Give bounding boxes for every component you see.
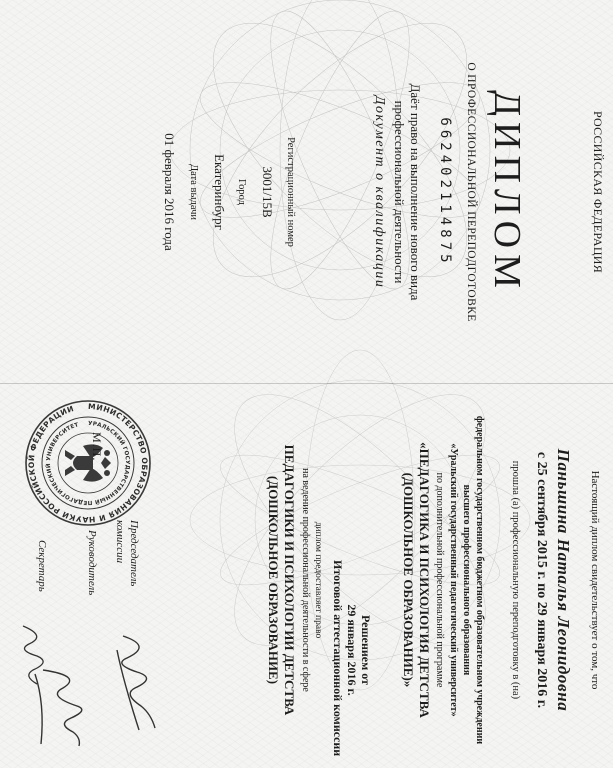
institution-line-1: федеральном государственном бюджетном образовательном учреждении	[474, 415, 485, 745]
seal-outer-text: МИНИСТЕРСТВО ОБРАЗОВАНИЯ И НАУКИ РОССИЙСКОЙ ФЕДЕРАЦИИ	[26, 401, 150, 525]
commission-chair-label: Председатель	[128, 520, 140, 587]
decision-line-1: Решением от	[359, 614, 373, 686]
decision-date: 29 января 2016 г.	[345, 604, 359, 696]
issue-date-label: Дата выдачи	[188, 163, 199, 221]
specialty-line-2: (ДОШКОЛЬНОЕ ОБРАЗОВАНИЕ)	[266, 475, 281, 685]
qualification-document-label: Документ о квалификации	[372, 95, 387, 289]
official-seal-icon	[23, 398, 153, 528]
institution-line-2: высшего профессионального образования	[461, 484, 472, 676]
training-period: с 25 сентября 2015 г. по 29 января 2016 г.	[534, 451, 549, 709]
city-value: Екатеринбург	[212, 154, 227, 230]
secretary-label: Секретарь	[36, 540, 48, 592]
issue-date-value: 01 февраля 2016 года	[162, 133, 177, 251]
decision-commission: Итоговой аттестационной комиссии	[331, 560, 345, 757]
registration-number-label: Регистрационный номер	[285, 137, 296, 247]
rights-line-2: профессиональной деятельности	[392, 100, 407, 284]
certifies-text: Настоящий диплом свидетельствует о том, что	[589, 470, 601, 690]
holder-name: Паньшина Наталья Леонидовна	[554, 448, 573, 712]
city-label: Город	[236, 179, 247, 205]
secretary-signature-icon	[3, 620, 53, 690]
document-subtitle: О ПРОФЕССИОНАЛЬНОЙ ПЕРЕПОДГОТОВКЕ	[465, 62, 477, 322]
serial-number: 662402114875	[437, 117, 453, 267]
program-title-line-1: «ПЕДАГОГИКА И ПСИХОЛОГИЯ ДЕТСТВА	[417, 442, 432, 718]
document-title: ДИПЛОМ	[486, 90, 528, 294]
institution-line-3: «Уральский государственный педагогический университет»	[448, 443, 459, 717]
chair-signature-icon	[103, 630, 163, 740]
rights-line-1: Даёт право на выполнение нового вида	[408, 83, 423, 301]
eagle-emblem-icon	[65, 444, 111, 481]
diploma-grants-text: диплом предоставляет право	[313, 521, 323, 639]
country-name: РОССИЙСКАЯ ФЕДЕРАЦИЯ	[591, 110, 605, 274]
specialty-line-1: ПЕДАГОГИКИ И ПСИХОЛОГИИ ДЕТСТВА	[282, 444, 297, 716]
commission-chair-label-2: комиссии	[114, 520, 126, 564]
seal-inner-text: УРАЛЬСКИЙ ГОСУДАРСТВЕННЫЙ ПЕДАГОГИЧЕСКИЙ УНИВЕРСИТЕТ	[45, 420, 131, 506]
passed-training-text: прошла (а) профессиональную переподготовку в (на)	[510, 460, 521, 700]
activity-field-text: на ведение профессиональной деятельности в сфере	[300, 468, 311, 692]
stamp-placement-mark: М.П.	[90, 432, 104, 462]
program-title-line-2: (ДОШКОЛЬНОЕ ОБРАЗОВАНИЕ)»	[401, 472, 416, 688]
registration-number-value: 3001/15В	[260, 166, 275, 218]
program-intro: по дополнительной профессиональной программе	[434, 472, 445, 688]
head-label: Руководитель	[86, 530, 98, 596]
